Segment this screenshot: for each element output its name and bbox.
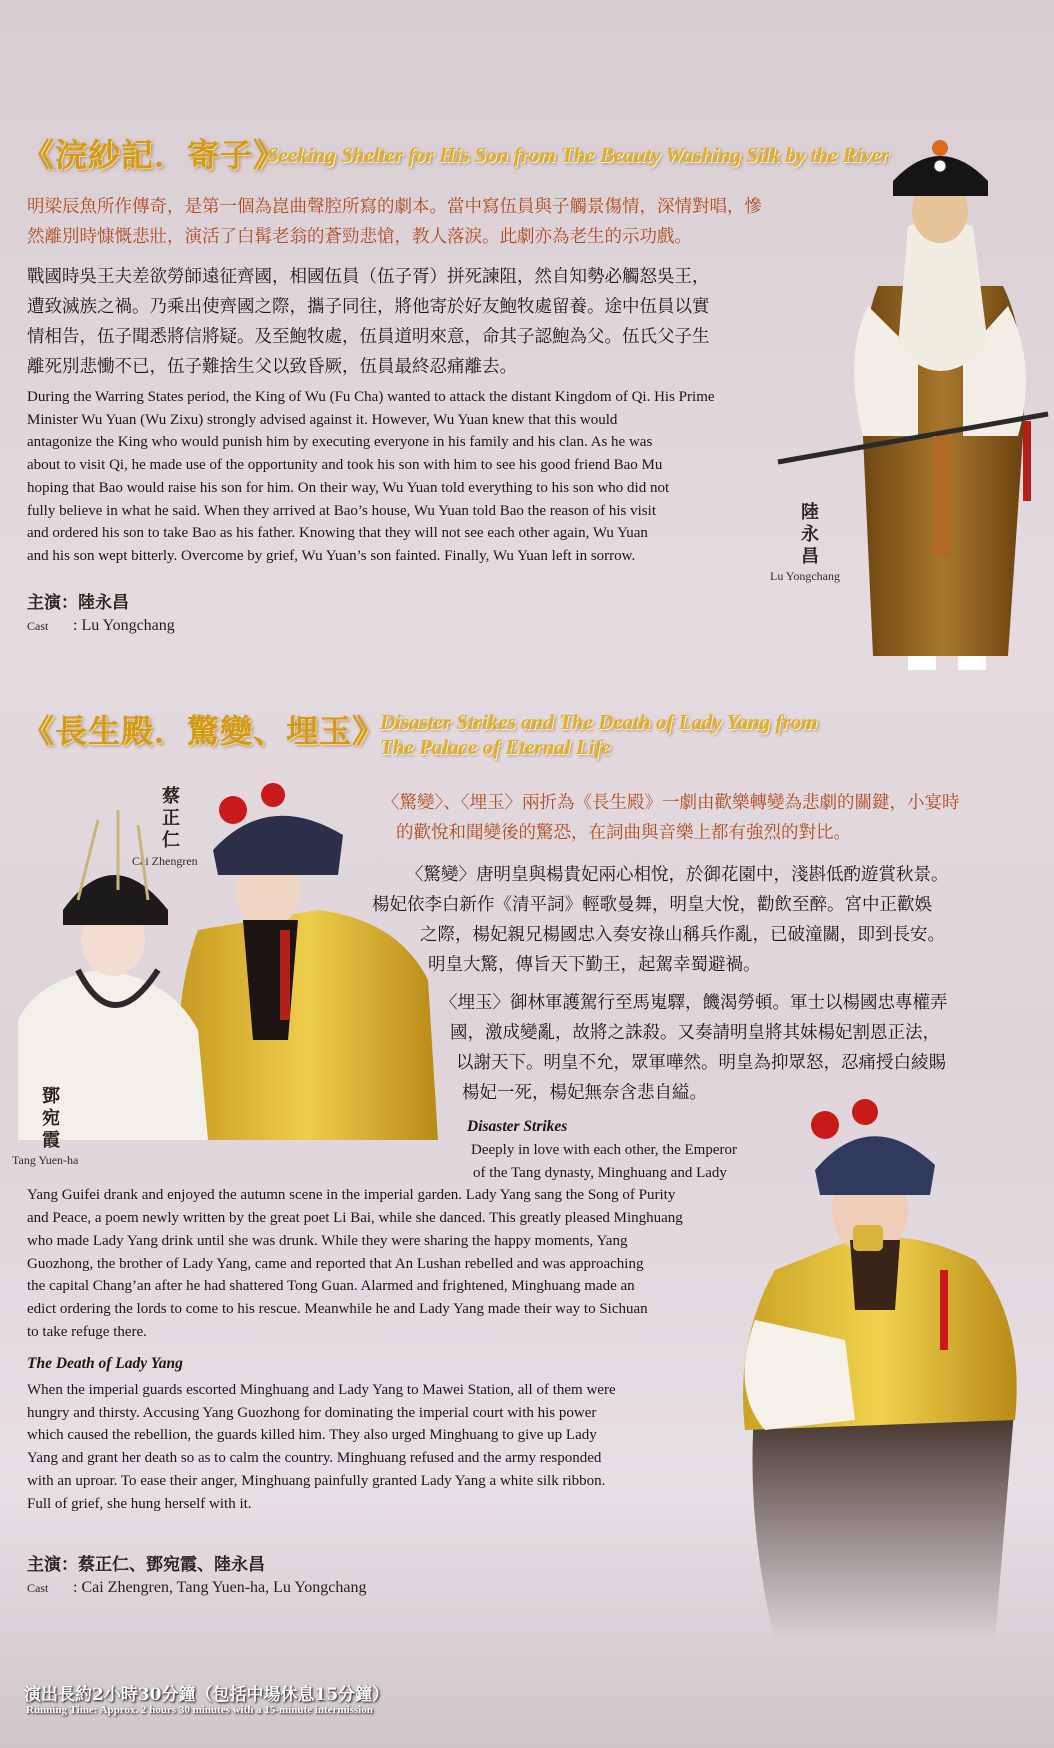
- section1-body-zh: 戰國時吳王夫差欲勞師遠征齊國，相國伍員（伍子胥）拼死諫阻，然自知勢必觸怒吳王， 遭致滅族之禍。乃乘出使齊國之際，攜子同往，將他寄於好友鮑牧處留養。途中伍員以實 情相告，伍子聞悉將信將疑。及至鮑牧處，伍員道明來意，命其子認鮑為父。伍氏父子生 離死別悲慟不已，伍子難捨生父以致昏厥，伍員最終忍痛離去。: [27, 267, 710, 377]
- section1-cast: 主演：陸永昌 Cast : Lu Yongchang: [27, 593, 175, 634]
- cast-names-zh: 蔡正仁、鄧宛霞、陸永昌: [78, 1555, 265, 1575]
- section2-maiyu-zh: 〈埋玉〉御林軍護駕行至馬嵬驛，饑渴勞頓。軍士以楊國忠專權弄 國，激成變亂，故將之誅殺。又奏請明皇將其妹楊妃割恩正法， 以謝天下。明皇不允，眾軍嘩然。明皇為抑眾怒，忍痛授白綾賜 楊妃一死，楊妃無奈含悲自縊。: [440, 993, 948, 1103]
- cast-names-zh: 陸永昌: [78, 593, 129, 613]
- section1-intro-zh: 明梁辰魚所作傳奇，是第一個為崑曲聲腔所寫的劇本。當中寫伍員與子觸景傷情，深情對唱，慘 然離別時慷慨悲壯，演活了白髯老翁的蒼勁悲愴，教人落淚。此劇亦為老生的示功戲。: [27, 197, 762, 247]
- section1-body-en: During the Warring States period, the King of Wu (Fu Cha) wanted to attack the distant Kingdom of Qi. His Prime Minister Wu Yuan (Wu Zixu) strongly advised against it. However, Wu Yuan knew that this would antagonize the King who would punish him by executing everyone in his family and his clan. As he was about to visit Qi, he made use of the opportunity and took his son with him to see his good friend Bao Mu hoping that Bao would raise his son for him. On their way, Wu Yuan told everything to his son who did not fully believe in what he said. When they arrived at Bao’s house, Wu Yuan told Bao the reason of his visit and ordered his son to take Bao as his father. Knowing that they will not see each other again, Wu Yuan and his son wept bitterly. Overcome by grief, Wu Yuan’s son fainted. Finally, Wu Yuan left in sorrow.: [27, 389, 715, 564]
- cast-names-en: : Lu Yongchang: [73, 617, 175, 634]
- old-minister-figure: [838, 136, 1048, 696]
- performer1-name-en: Cai Zhengren: [132, 854, 198, 868]
- cast-names-en: : Cai Zhengren, Tang Yuen-ha, Lu Yongchang: [73, 1579, 367, 1596]
- death-heading: The Death of Lady Yang: [27, 1355, 183, 1372]
- section2-intro-zh: 〈驚變〉、〈埋玉〉兩折為《長生殿》一劇由歡樂轉變為悲劇的關鍵，小宴時 的歡悅和聞變後的驚恐，在詞曲與音樂上都有強烈的對比。: [382, 793, 960, 843]
- section2-cast: 主演：蔡正仁、鄧宛霞、陸永昌 Cast : Cai Zhengren, Tang Yuen-ha, Lu Yongchang: [27, 1555, 367, 1596]
- emperor-figure: [735, 1100, 1045, 1640]
- section1-title-zh: 《浣紗記．寄子》: [22, 136, 287, 174]
- runtime-en: Running Time: Approx. 2 hours 30 minutes with a 15-minute intermission: [26, 1704, 373, 1716]
- section1-title-en: Seeking Shelter for His Son from The Beauty Washing Silk by the River: [267, 143, 890, 167]
- section2-title-zh: 《長生殿．驚變、埋玉》: [22, 712, 386, 750]
- performer-name-zh: 陸 永 昌: [801, 502, 819, 567]
- performer2-name-zh: 鄧 宛 霞: [42, 1086, 60, 1151]
- runtime-zh: 演出長約2小時30分鐘（包括中場休息15分鐘）: [24, 1685, 390, 1705]
- death-body-en: When the imperial guards escorted Minghuang and Lady Yang to Mawei Station, all of them were hungry and thirsty. Accusing Yang Guozhong for dominating the imperial court with his power which caused the rebellion, the guards killed him. They also urged Minghuang to give up Lady Yang and grant her death so as to calm the country. Minghuang refused and the army responded with an uproar. To ease their anger, Minghuang painfully granted Lady Yang a white silk ribbon. Full of grief, she hung herself with it.: [27, 1382, 616, 1512]
- section2-title-en: Disaster Strikes and The Death of Lady Yang from The Palace of Eternal Life: [380, 710, 818, 759]
- performer1-name-zh: 蔡 正 仁: [162, 786, 180, 851]
- disaster-heading: Disaster Strikes: [467, 1118, 568, 1135]
- performer2-name-en: Tang Yuen-ha: [12, 1153, 79, 1167]
- performer-name-en: Lu Yongchang: [770, 569, 841, 583]
- section2-jingbian-zh: 〈驚變〉唐明皇與楊貴妃兩心相悅，於御花園中，淺斟低酌遊賞秋景。 楊妃依李白新作《清平詞》輕歌曼舞，明皇大悅，勸飲至醉。宮中正歡娛 之際，楊妃親兄楊國忠入奏安祿山稱兵作亂，已破潼關，即到長安。 明皇大驚，傳旨天下勤王，起駕幸蜀避禍。: [372, 865, 949, 975]
- disaster-body-en: Deeply in love with each other, the Emperor of the Tang dynasty, Minghuang and Lady Yang Guifei drank and enjoyed the autumn scene in the imperial garden. Lady Yang sang the Song of Purity and Peace, a poem newly written by the great poet Li Bai, while she danced. This greatly pleased Minghuang who made Lady Yang drink until she was drunk. While they were sharing the happy moments, Yang Guozhong, the brother of Lady Yang, came and reported that An Lushan rebelled and was approaching the capital Chang’an after he had shattered Tong Guan. Alarmed and frightened, Minghuang made an edict ordering the lords to come to his rescue. Meanwhile he and Lady Yang made their way to Sichuan to take refuge there.: [27, 1142, 737, 1340]
